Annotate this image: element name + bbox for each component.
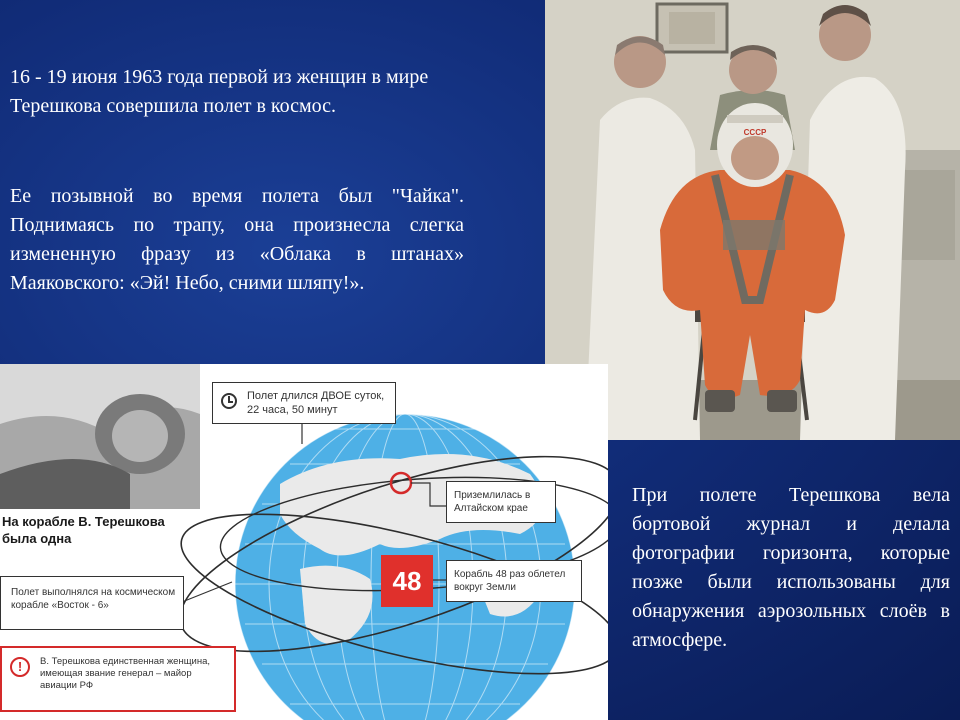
helmet-label: СССР [743,128,767,137]
landing-box [446,481,556,523]
duration-box [212,382,396,424]
paragraph-call-sign: Ее позывной во время полета был "Чайка". Поднимаясь по трапу, она произнесла слегка измененную фразу из «Облака в штанах» Маяковского: «Эй! Небо, сними шляпу!». [10,185,464,294]
orbit-count-badge [381,555,433,607]
duration-text: Полет длился ДВОЕ суток, 22 часа, 50 минут [247,390,385,416]
rank-box [0,646,236,712]
clock-icon [221,393,237,409]
paragraph-first-flight: 16 - 19 июня 1963 года первой из женщин в мире Терешкова совершила полет в космос. [10,66,429,117]
rank-text: В. Терешкова единственная женщина, имеющая звание генерал – майор авиации РФ [40,656,210,691]
caption-alone: На корабле В. Терешкова была одна [2,514,165,546]
infographic-flight-facts [0,364,608,720]
landing-text: Приземлилась в Алтайском крае [454,490,531,514]
warning-icon: ! [10,657,30,677]
ship-text: Полет выполнялся на космическом корабле «Восток - 6» [11,587,176,611]
orbits-text: Корабль 48 раз облетел вокруг Земли [454,569,566,593]
ship-box [0,576,184,630]
orbits-box [446,560,582,602]
orbit-count: 48 [392,566,422,596]
paragraph-journal: При полете Терешкова вела бортовой журнал и делала фотографии горизонта, которые позже были использованы для обнаружения аэрозольных слоёв в атмосфере. [632,484,950,651]
